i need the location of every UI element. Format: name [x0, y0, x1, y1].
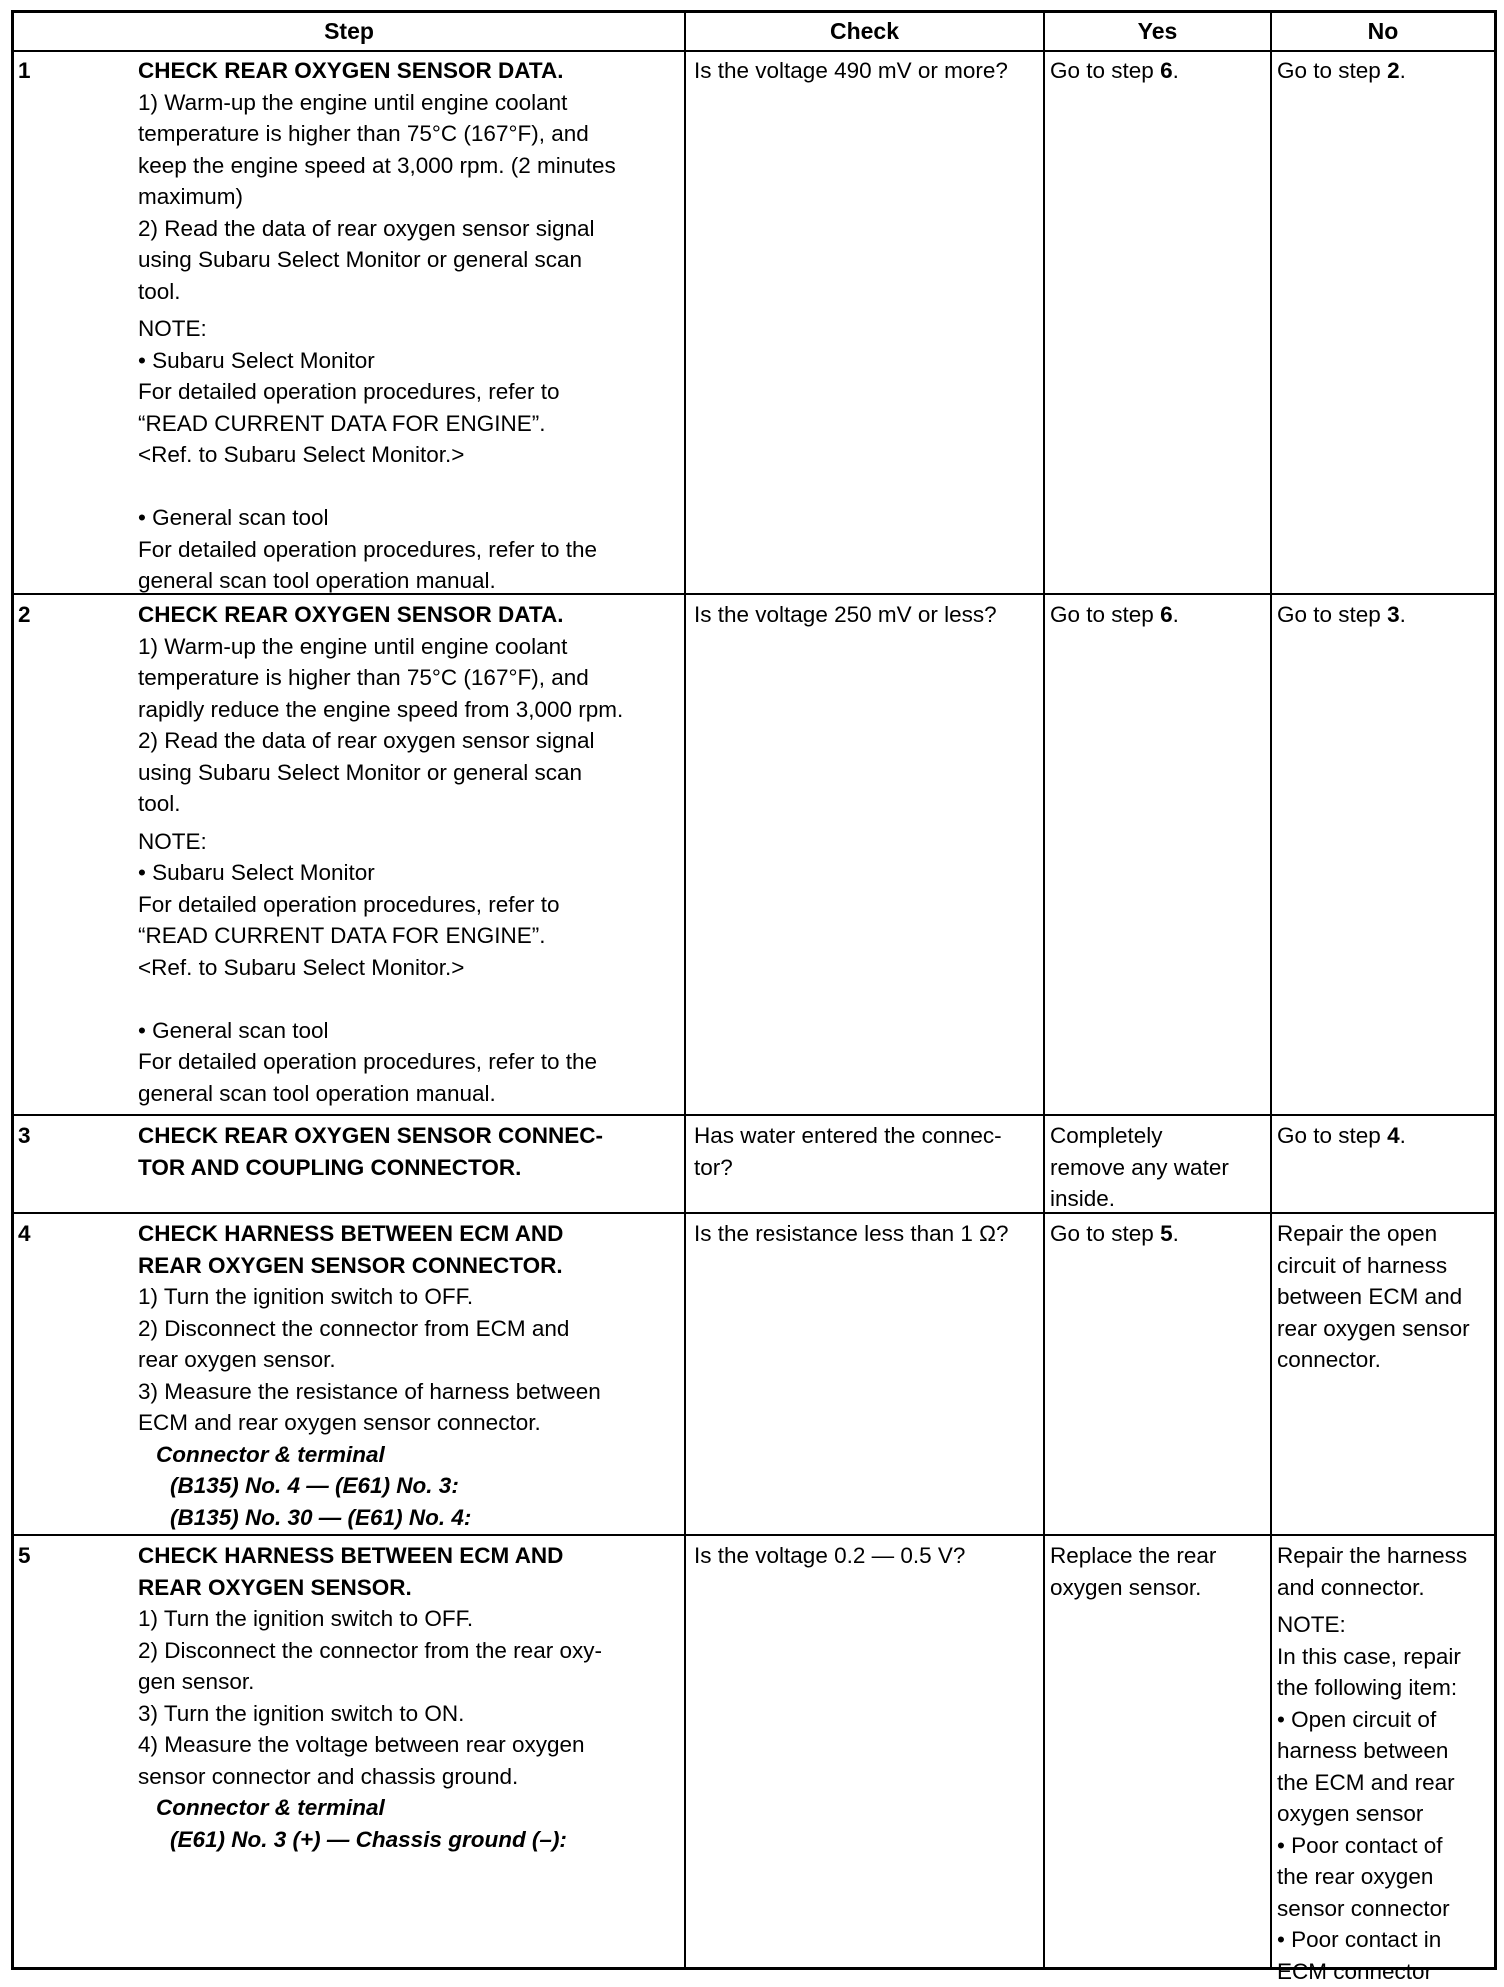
connector-terminal-spec: (E61) No. 3 (+) — Chassis ground (–): [170, 1826, 567, 1852]
bullet-item: • Subaru Select Monitor [138, 860, 375, 885]
yes-action: Go to step 6. [1050, 58, 1179, 83]
check-question: Is the voltage 250 mV or less? [694, 602, 997, 627]
note-label: NOTE: [138, 316, 207, 341]
bullet-item: • Poor contact of [1277, 1832, 1443, 1858]
row-divider [14, 1534, 1494, 1536]
no-action: Go to step 4. [1277, 1123, 1406, 1148]
step-line: general scan tool operation manual. [138, 1080, 496, 1106]
step-title: REAR OXYGEN SENSOR CONNECTOR. [138, 1252, 563, 1278]
step-number: 5 [18, 1543, 31, 1568]
diagnostic-table [11, 10, 1497, 1984]
reference-text: <Ref. to Subaru Select Monitor.> [138, 442, 465, 467]
step-number: 2 [18, 602, 31, 627]
check-question: Is the voltage 490 mV or more? [694, 58, 1008, 83]
connector-terminal-spec: (B135) No. 30 — (E61) No. 4: [170, 1504, 472, 1530]
step-line: 2) Disconnect the connector from ECM and [138, 1315, 570, 1341]
step-link: 6 [1160, 58, 1173, 83]
header-step: Step [324, 18, 374, 44]
column-divider [1270, 13, 1272, 1967]
step-line: temperature is higher than 75°C (167°F), and [138, 121, 589, 146]
step-instructions [138, 1540, 672, 1855]
step-line: “READ CURRENT DATA FOR ENGINE”. [138, 923, 546, 948]
step-title: CHECK HARNESS BETWEEN ECM AND [138, 1543, 564, 1568]
bullet-item: • General scan tool [138, 1017, 329, 1043]
no-action: Go to step 3. [1277, 602, 1406, 627]
step-line: using Subaru Select Monitor or general scan [138, 759, 583, 785]
step-line: rear oxygen sensor. [138, 1347, 336, 1372]
yes-action: Replace the rear oxygen sensor. [1050, 1543, 1217, 1600]
step-link: 3 [1387, 602, 1400, 627]
step-line: gen sensor. [138, 1669, 255, 1694]
step-instructions [138, 1120, 672, 1183]
check-question: Has water entered the connec- tor? [694, 1123, 1002, 1180]
bullet-item: • Subaru Select Monitor [138, 347, 375, 373]
step-line: using Subaru Select Monitor or general scan [138, 247, 583, 272]
step-title: CHECK REAR OXYGEN SENSOR DATA. [138, 602, 564, 627]
step-title: CHECK REAR OXYGEN SENSOR DATA. [138, 58, 564, 83]
yes-action: Completely remove any water inside. [1050, 1123, 1229, 1211]
no-action: Repair the open circuit of harness between ECM and rear oxygen sensor connector. [1277, 1221, 1470, 1372]
connector-terminal-spec: (B135) No. 4 — (E61) No. 3: [170, 1473, 459, 1498]
column-divider [684, 13, 686, 1967]
step-line: ECM and rear oxygen sensor connector. [138, 1410, 541, 1435]
note-label: NOTE: [138, 828, 207, 854]
header-no: No [1367, 18, 1399, 44]
column-divider [1043, 13, 1045, 1967]
step-title: CHECK HARNESS BETWEEN ECM AND [138, 1221, 564, 1246]
step-instructions [138, 599, 672, 1109]
step-link: 5 [1160, 1221, 1173, 1246]
step-line: maximum) [138, 184, 243, 209]
step-link: 2 [1387, 58, 1400, 83]
bullet-item: • Poor contact in [1277, 1927, 1442, 1952]
bullet-item: • Open circuit of [1277, 1706, 1437, 1732]
note-label: NOTE: [1277, 1612, 1346, 1637]
step-title: REAR OXYGEN SENSOR. [138, 1574, 412, 1600]
step-number: 3 [18, 1123, 31, 1148]
no-action: Go to step 2. [1277, 58, 1406, 83]
step-line: For detailed operation procedures, refer to [138, 891, 560, 917]
connector-terminal-label: Connector & terminal [156, 1795, 385, 1820]
step-line: 1) Warm-up the engine until engine coolant [138, 633, 568, 659]
step-link: 4 [1387, 1123, 1400, 1148]
step-line: For detailed operation procedures, refer to [138, 379, 560, 404]
step-link: 6 [1160, 602, 1173, 627]
step-line: sensor connector and chassis ground. [138, 1763, 519, 1789]
step-line: keep the engine speed at 3,000 rpm. (2 minutes [138, 152, 616, 178]
step-line: 4) Measure the voltage between rear oxygen [138, 1732, 585, 1757]
step-line: For detailed operation procedures, refer to the [138, 1049, 598, 1074]
connector-terminal-label: Connector & terminal [156, 1441, 385, 1467]
row-divider [14, 1212, 1494, 1214]
step-line: general scan tool operation manual. [138, 568, 496, 593]
step-line: temperature is higher than 75°C (167°F), and [138, 665, 589, 690]
step-line: 1) Warm-up the engine until engine coolant [138, 89, 568, 115]
step-line: For detailed operation procedures, refer to the [138, 536, 598, 562]
step-title: CHECK REAR OXYGEN SENSOR CONNEC- [138, 1123, 604, 1148]
row-divider [14, 1114, 1494, 1116]
step-line: 2) Disconnect the connector from the rear oxy- [138, 1637, 602, 1663]
yes-action: Go to step 6. [1050, 602, 1179, 627]
step-number: 1 [18, 58, 31, 83]
step-line: tool. [138, 278, 181, 304]
row-divider [14, 50, 1494, 52]
no-action: Repair the harness and connector. NOTE: In this case, repair the following item: • Open circuit of harness between the ECM and rear oxygen sensor • Poor contact of the rear oxygen sensor connector • Poor contact in ECM connector [1277, 1540, 1491, 1987]
reference-text: <Ref. to Subaru Select Monitor.> [138, 954, 465, 980]
step-line: 3) Turn the ignition switch to ON. [138, 1700, 465, 1726]
step-number: 4 [18, 1221, 31, 1246]
step-line: rapidly reduce the engine speed from 3,000 rpm. [138, 696, 624, 722]
yes-action: Go to step 5. [1050, 1221, 1179, 1246]
step-line: 1) Turn the ignition switch to OFF. [138, 1606, 474, 1631]
step-line: 1) Turn the ignition switch to OFF. [138, 1284, 474, 1309]
step-title: TOR AND COUPLING CONNECTOR. [138, 1154, 522, 1180]
bullet-item: • General scan tool [138, 505, 329, 530]
step-line: 2) Read the data of rear oxygen sensor signal [138, 728, 595, 753]
step-line: tool. [138, 791, 181, 816]
step-instructions [138, 55, 672, 597]
check-question: Is the voltage 0.2 — 0.5 V? [694, 1543, 966, 1568]
header-yes: Yes [1137, 18, 1178, 44]
step-line: 3) Measure the resistance of harness between [138, 1378, 601, 1404]
step-instructions [138, 1218, 672, 1533]
step-line: 2) Read the data of rear oxygen sensor signal [138, 215, 595, 241]
step-line: “READ CURRENT DATA FOR ENGINE”. [138, 410, 546, 436]
check-question: Is the resistance less than 1 Ω? [694, 1221, 1009, 1246]
header-check: Check [829, 18, 900, 44]
